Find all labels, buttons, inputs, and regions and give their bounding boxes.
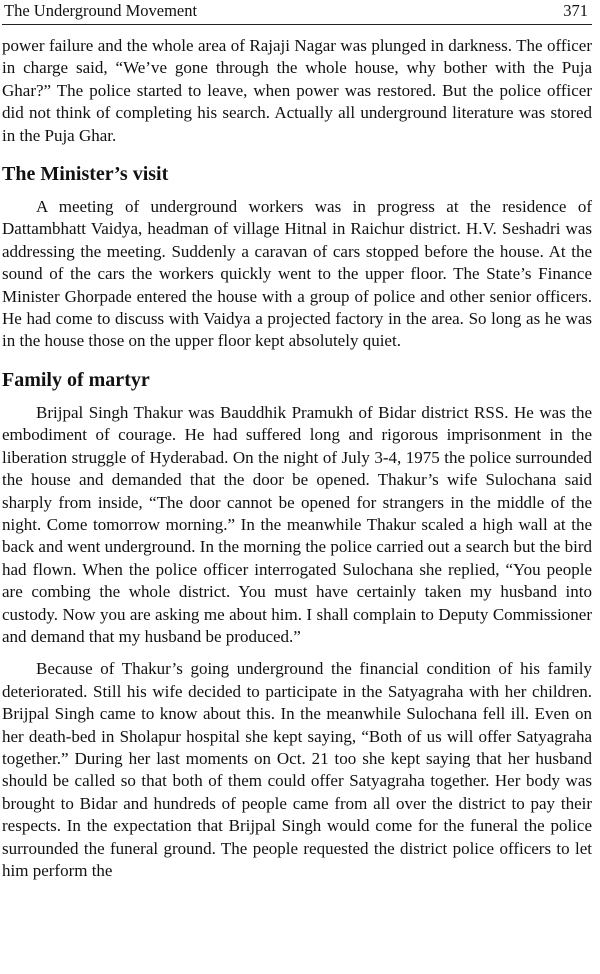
family-of-martyr-paragraph-1: Brijpal Singh Thakur was Bauddhik Pramukh of Bidar district RSS. He was the embodiment of courage. He had suffered long and rigorous imprisonment in the liberation struggle of Hyderabad. On the night of July 3-4, 1975 the police surrounded the house and demanded that the door be opened. Thakur’s wife Sulochana said sharply from inside, “The door cannot be opened for strangers in the middle of the night. Come tomorrow morning.” In the meanwhile Thakur scaled a high wall at the back and went underground. In the morning the police carried out a search but the bird had flown. When the police officer interrogated Sulochana she replied, “You people are combing the whole district. You must have certainly taken my husband into custody. Now you are asking me about him. I shall complain to Deputy Commissioner and demand that my husband be produced.” (2, 402, 592, 646)
running-header (2, 0, 592, 25)
family-of-martyr-paragraph-2: Because of Thakur’s going underground the financial condition of his family deteriorated. Still his wife decided to participate in the Satyagraha with her children. Brijpal Singh came to know about this. In the meanwhile Sulochana fell ill. Even on her death-bed in Sholapur hospital she kept saying, “Both of us will offer Satyagraha together.” During her last moments on Oct. 21 too she kept saying that her husband should be called so that both of them could offer Satyagraha together. Her body was brought to Bidar and hundreds of people came from all over the district to pay their respects. In the expectation that Brijpal Singh would come for the funeral the police surrounded the funeral ground. The people requested the district police officers to let him perform the (2, 659, 592, 880)
running-title: The Underground Movement (4, 1, 198, 20)
opening-paragraph: power failure and the whole area of Rajaji Nagar was plunged in darkness. The officer in charge said, “We’ve gone through the whole house, why bother with the Puja Ghar?” The police started to leave, when power was restored. But the police officer did not think of completing his search. Actually all underground literature was stored in the Puja Ghar. (2, 36, 592, 145)
page-body (2, 35, 592, 882)
page-number: 371 (563, 1, 588, 20)
section-heading-ministers-visit: The Minister’s visit (2, 163, 169, 186)
ministers-visit-paragraph: A meeting of underground workers was in progress at the residence of Dattambhatt Vaidya, headman of village Hitnal in Raichur district. H.V. Seshadri was addressing the meeting. Suddenly a caravan of cars stopped before the house. At the sound of the cars the workers quickly went to the upper floor. The State’s Finance Minister Ghorpade entered the house with a group of police and other senior officers. He had come to discuss with Vaidya a projected factory in the area. So long as he was in the house those on the upper floor kept absolutely quiet. (2, 197, 592, 351)
section-heading-family-of-martyr: Family of martyr (2, 368, 150, 391)
